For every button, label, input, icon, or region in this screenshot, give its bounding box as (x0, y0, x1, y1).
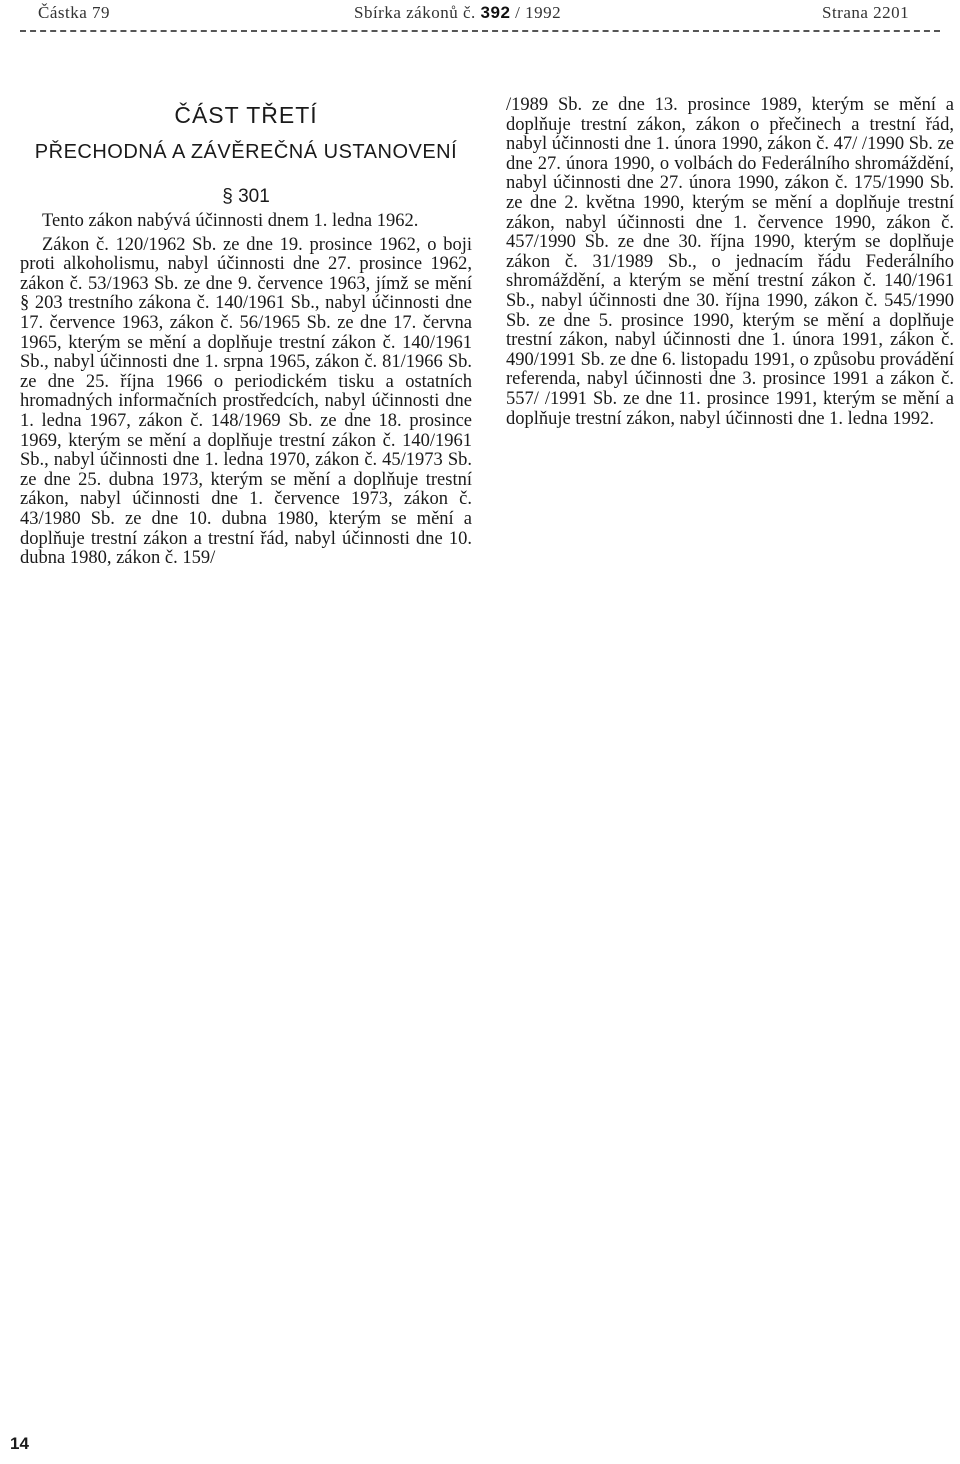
header-collection-prefix: Sbírka zákonů č. (354, 3, 476, 22)
header-law-number: 392 (480, 3, 511, 22)
header-year: / 1992 (515, 3, 562, 22)
header-issue: Částka 79 (38, 3, 111, 22)
section-mark: § 301 (222, 186, 270, 207)
section-paragraph-2-continued: /1989 Sb. ze dne 13. prosince 1989, kterým se mění a doplňuje trestní zákon, zákon o přečinech a trestní řád, nabyl účinnosti dne 1. února 1990, zákon č. 47/ /1990 Sb. ze dne 27. února 1990, o volbách do Federálního shromáždění, nabyl účinnosti dne 27. února 1990, zákon č. 175/1990 Sb. ze dne 2. května 1990, kterým se mění a doplňuje trestní zákon, nabyl účinnosti dne 1. července 1990, zákon č. 457/1990 Sb. ze dne 30. října 1990, kterým se doplňuje zákon č. 31/1989 Sb., o jednacím řádu Federálního shromáždění, a kterým se mění trestní zákon č. 140/1961 Sb., nabyl účinnosti dne 30. října 1990, zákon č. 545/1990 Sb. ze dne 5. prosince 1990, kterým se mění a doplňuje trestní zákon, nabyl účinnosti dne 1. února 1991, zákon č. 490/1991 Sb. ze dne 6. listopadu 1991, o způsobu provádění referenda, nabyl účinnosti dne 3. prosince 1991 a zákon č. 557/ /1991 Sb. ze dne 11. prosince 1991, kterým se mění a doplňuje trestní zákon, nabyl účinnosti dne 1. ledna 1992. (506, 95, 954, 429)
right-column (506, 96, 954, 433)
section-paragraph-1: Tento zákon nabývá účinnosti dnem 1. ledna 1962. (42, 211, 419, 231)
left-column (20, 102, 472, 573)
header-rule (20, 30, 940, 32)
page-header (0, 0, 960, 28)
part-subtitle: PŘECHODNÁ A ZÁVĚREČNÁ USTANOVENÍ (34, 141, 458, 163)
part-title: ČÁST TŘETÍ (174, 102, 318, 128)
page-number: 14 (10, 1434, 29, 1453)
header-collection (354, 3, 561, 23)
section-paragraph-2: Zákon č. 120/1962 Sb. ze dne 19. prosince 1962, o boji proti alkoholismu, nabyl účinnosti dne 27. prosince 1962, zákon č. 53/1963 Sb. ze dne 9. července 1963, jímž se mění § 203 trestního zákona č. 140/1961 Sb., nabyl účinnosti dne 17. července 1963, zákon č. 56/1965 Sb. ze dne 17. června 1965, kterým se mění a doplňuje trestní zákon č. 140/1961 Sb., nabyl účinnosti dne 1. srpna 1965, zákon č. 81/1966 Sb. ze dne 25. října 1966 o periodickém tisku a ostatních hromadných informačních prostředcích, nabyl účinnosti dne 1. ledna 1967, zákon č. 148/1969 Sb. ze dne 18. prosince 1969, kterým se mění a doplňuje trestní zákon č. 140/1961 Sb., nabyl účinnosti dne 1. ledna 1970, zákon č. 45/1973 Sb. ze dne 25. dubna 1973, kterým se mění a doplňuje trestní zákon, nabyl účinnosti dne 1. července 1973, zákon č. 43/1980 Sb. ze dne 10. dubna 1980, kterým se mění a doplňuje trestní zákon a trestní řád, nabyl účinnosti dne 10. dubna 1980, zákon č. 159/ (20, 234, 472, 569)
header-page: Strana 2201 (822, 3, 910, 22)
